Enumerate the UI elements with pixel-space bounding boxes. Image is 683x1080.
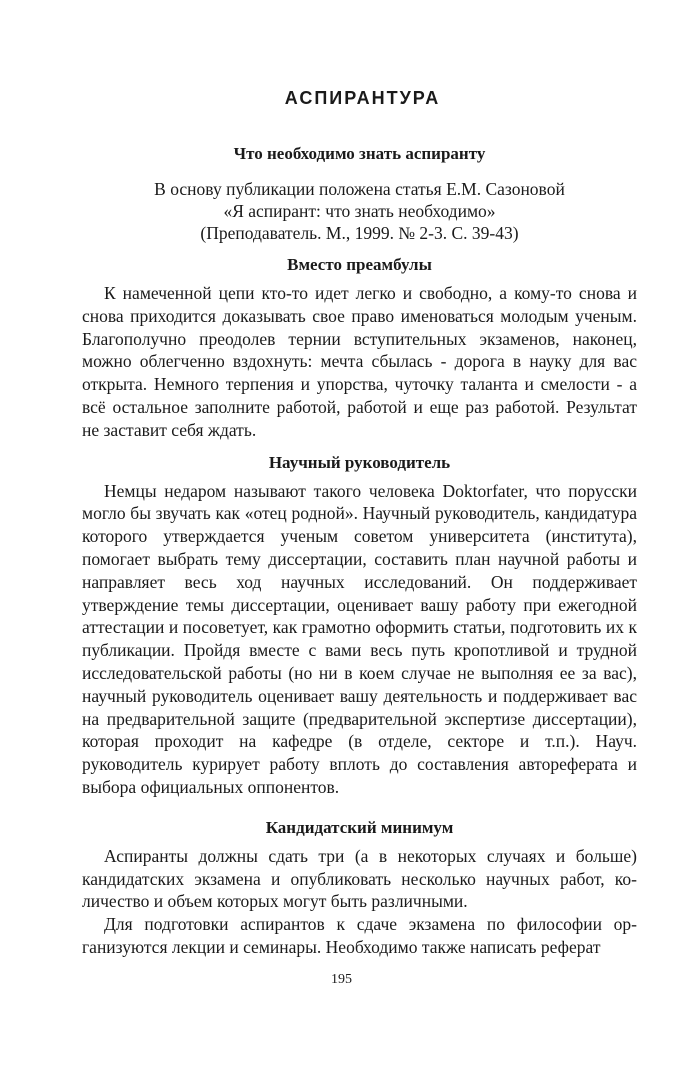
paragraph: К намеченной цепи кто-то идет легко и свободно, а кому-то снова и снова приходится доказывать свое право именоваться молодым ученым. Благополучно преодолев тернии вступительных экзаменов, наконец, можно облегченно вздохнуть: мечта сбылась - дорога в науку для вас открыта. Немного терпения и упорства, чуточку таланта и смелости - а всё остальное заполните работой, работой и еще раз работой. Результат не заставит себя ждать. <box>82 283 637 440</box>
section-heading-preamble: Вместо преамбулы <box>287 255 432 274</box>
source-line: (Преподаватель. М., 1999. № 2-3. С. 39-43) <box>200 223 519 243</box>
page-number: 195 <box>331 972 352 987</box>
source-citation <box>82 178 637 244</box>
paragraph: Для подготовки аспирантов к сдаче экзамена по философии организуются лекции и семинары. Необходимо также написать реферат <box>82 914 637 957</box>
page-title: АСПИРАНТУРА <box>284 88 441 108</box>
article-subtitle: Что необходимо знать аспиранту <box>233 144 486 163</box>
source-line: В основу публикации положена статья Е.М. Сазоновой <box>154 179 565 199</box>
paragraph: Немцы недаром называют такого человека Doktorfater, что порусски могло бы звучать как «отец родной». Научный руководитель, кандидатура которого утверждается ученым советом университета (института), помогает выбрать тему диссертации, составить план научной работы и направляет весь ход научных исследований. Он поддерживает утверждение темы диссертации, оценивает вашу работу при ежегодной аттестации и посоветует, как грамотно оформить статьи, подготовить их к публикации. Пройдя вместе с вами весь путь кропотливой и трудной исследовательской работы (но ни в коем случае не выполняя ее за вас), научный руководитель оценивает вашу деятельность и поддерживает вас на предварительной защите (предварительной экспертизе диссертации), которая проходит на кафедре (в отделе, секторе и т.п.). Науч. руководитель курирует работу вплоть до составления автореферата и выбора официальных оппонентов. <box>82 480 637 797</box>
section-heading-candidate-minimum: Кандидатский минимум <box>265 817 454 837</box>
page-content <box>82 88 637 959</box>
source-line: «Я аспирант: что знать необходимо» <box>223 201 496 221</box>
paragraph: Аспиранты должны сдать три (а в некоторых случаях и больше) кандидатских экзамена и опубликовать несколько научных работ, количество и объем которых могут быть различными. <box>82 845 637 912</box>
section-heading-supervisor: Научный руководитель <box>268 452 451 472</box>
